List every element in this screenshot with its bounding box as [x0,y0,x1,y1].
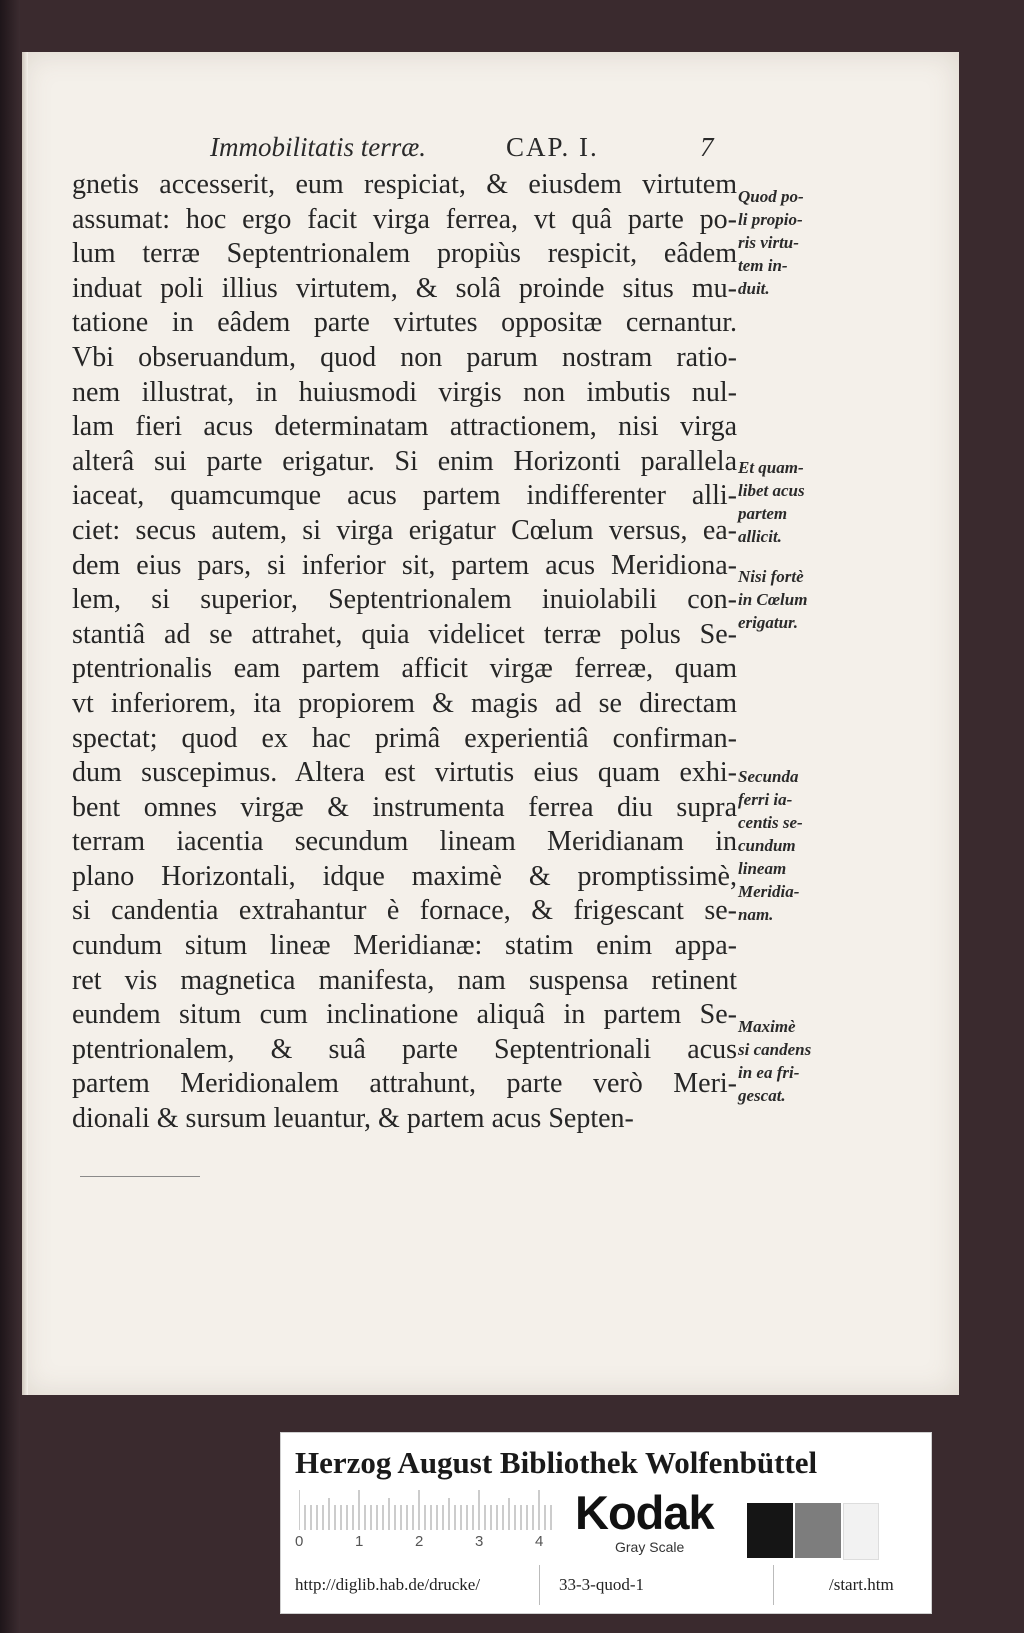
margin-note [738,765,850,926]
kodak-logo: Kodak [575,1486,714,1539]
text-line: dum suscepimus. Altera est virtutis eius quam exhi- [72,757,737,789]
text-line: dionali & sursum leuantur, & partem acus Septen- [72,1103,634,1135]
ruler-label: 4 [535,1533,544,1550]
color-calibration-card [280,1432,932,1614]
running-header [210,132,750,168]
text-line: gnetis accesserit, eum respiciat, & eiusdem virtutem [72,169,737,200]
text-line: plano Horizontali, idque maximè & promptissimè, [72,860,737,892]
url-end: /start.htm [829,1575,894,1594]
text-line: bent omnes virgæ & instrumenta ferrea diu supra [72,791,737,823]
margin-note [738,185,850,300]
text-line: alterâ sui parte erigatur. Si enim Horizonti parallela [72,445,737,477]
chapter-label: CAP. I. [506,132,599,162]
ruler-label: 1 [355,1533,364,1550]
text-line: lem, si superior, Septentrionalem inuiolabili con- [72,584,737,616]
ruler-labels [295,1533,557,1553]
margin-note-text: Nisi fortè in Cœlum erigatur. [738,567,808,632]
text-line: ptentrionalis eam partem afficit virgæ ferreæ, quam [72,653,737,685]
url-divider [773,1565,774,1605]
ruler-label: 0 [295,1533,304,1550]
text-line: lum terræ Septentrionalem propiùs respicit, eâdem [72,238,737,270]
margin-note-text: Et quam- libet acus partem allicit. [738,458,805,546]
text-line: nem illustrat, in huiusmodi virgis non imbutis nul- [72,376,737,408]
text-line: lam fieri acus determinatam attractionem, nisi virga [72,411,737,443]
text-line: ret vis magnetica manifesta, nam suspensa retinent [72,964,737,996]
url-id: 33-3-quod-1 [559,1575,644,1594]
text-line: Vbi obseruandum, quod non parum nostram ratio- [72,341,737,373]
black-swatch [747,1503,793,1558]
scanner-background [0,0,20,1633]
text-line: partem Meridionalem attrahunt, parte verò Meri- [72,1068,737,1100]
gray-swatch [795,1503,841,1558]
text-line: eundem situm cum inclinatione aliquâ in partem Se- [72,999,737,1031]
url-divider [539,1565,540,1605]
margin-note [738,1015,850,1107]
text-line: induat poli illius virtutem, & solâ proinde situs mu- [72,272,737,304]
gray-scale-label: Gray Scale [615,1539,685,1555]
white-swatch [843,1503,879,1560]
library-name: Herzog August Bibliothek Wolfenbüttel [295,1445,818,1480]
url-base: http://diglib.hab.de/drucke/ [295,1575,481,1594]
text-line: terram iacentia secundum lineam Meridianam in [72,826,737,858]
text-line: si candentia extrahantur è fornace, & frigescant se- [72,895,737,927]
text-line: ptentrionalem, & suâ parte Septentrionali acus [72,1033,737,1065]
text-line: stantiâ ad se attrahet, quia videlicet terræ polus Se- [72,618,737,650]
text-line: dem eius pars, si inferior sit, partem acus Meridiona- [72,549,737,581]
text-line: vt inferiorem, ita propiorem & magis ad se directam [72,687,737,719]
ruler-label: 2 [415,1533,424,1550]
margin-note-text: Quod po- li propio- ris virtu- tem in- duit. [738,187,804,298]
text-line: spectat; quod ex hac primâ experientiâ confirman- [72,722,737,754]
text-line: ciet: secus autem, si virga erigatur Cœlum versus, ea- [72,514,737,546]
margin-note [738,565,850,634]
page-gutter-shadow [22,52,28,1395]
margin-note [738,456,850,548]
page-number: 7 [700,132,714,162]
text-line: iaceat, quamcumque acus partem indifferenter alli- [72,480,737,512]
text-line: cundum situm lineæ Meridianæ: statim enim appa- [72,930,737,962]
running-title: Immobilitatis terræ. [210,132,427,162]
margin-note-text: Secunda ferri ia- centis se- cundum lineam Meridia- nam. [738,767,803,924]
main-text-block [72,168,737,1137]
ruler-label: 3 [475,1533,484,1550]
text-line: assumat: hoc ergo facit virga ferrea, vt quâ parte po- [72,203,737,235]
text-line: tatione in eâdem parte virtutes oppositæ cernantur. [72,307,737,339]
footer-rule [80,1176,200,1177]
margin-note-text: Maximè si candens in ea fri- gescat. [738,1017,812,1105]
